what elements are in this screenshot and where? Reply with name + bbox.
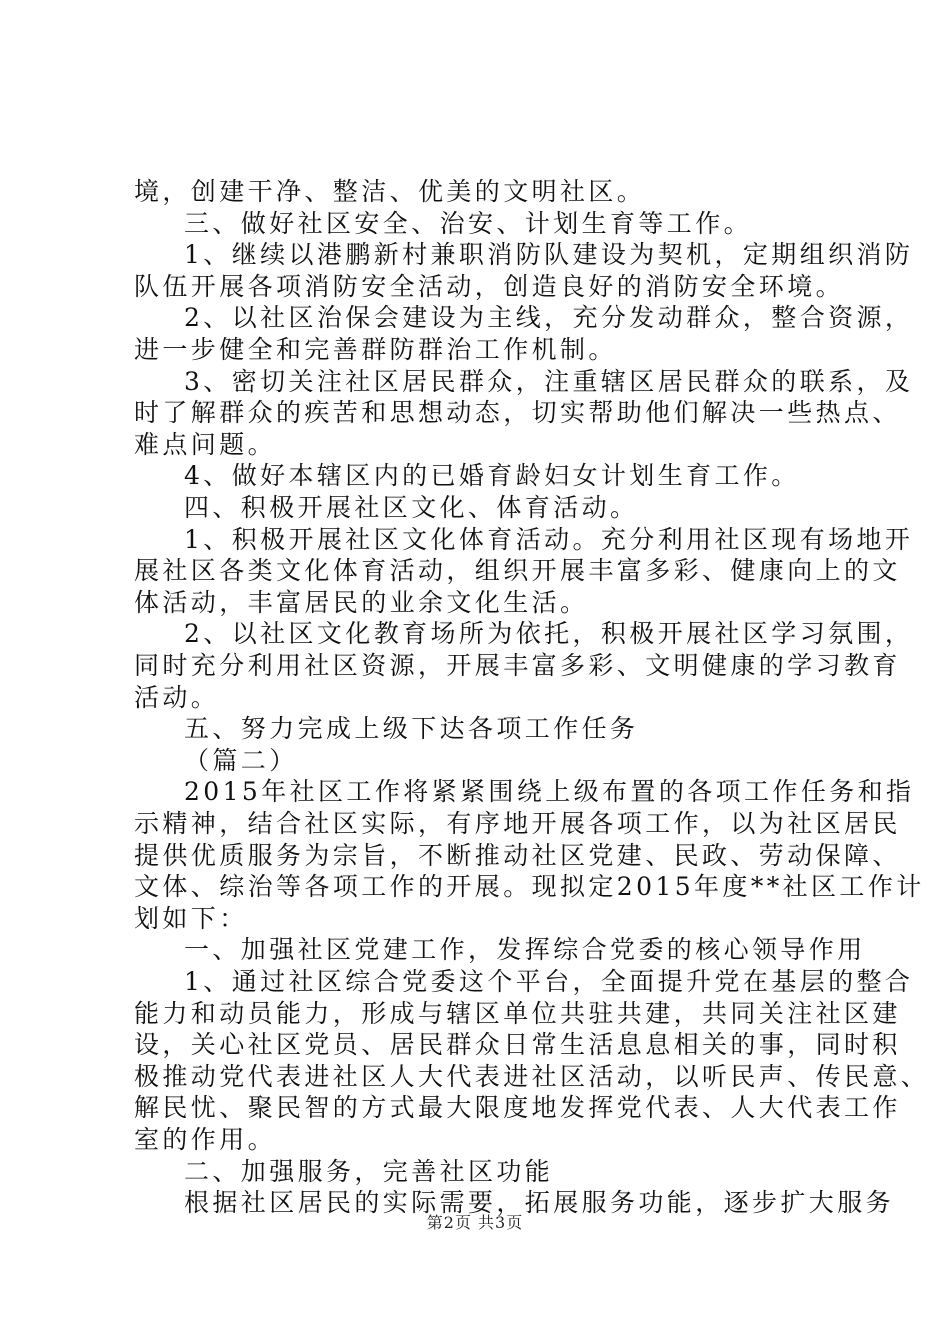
text-line: 展社区各类文化体育活动，组织开展丰富多彩、健康向上的文 xyxy=(134,556,901,585)
text-line: 2、以社区文化教育场所为依托，积极开展社区学习氛围， xyxy=(184,619,914,648)
text-line: 文体、综治等各项工作的开展。现拟定2015年度**社区工作计 xyxy=(134,872,925,901)
text-line: 解民忧、聚民智的方式最大限度地发挥党代表、人大代表工作 xyxy=(134,1093,901,1122)
text-line: 1、通过社区综合党委这个平台，全面提升党在基层的整合 xyxy=(184,967,914,996)
text-line: 能力和动员能力，形成与辖区单位共驻共建，共同关注社区建 xyxy=(134,999,901,1028)
part-heading: （篇二） xyxy=(184,746,298,775)
text-line: 提供优质服务为宗旨，不断推动社区党建、民政、劳动保障、 xyxy=(134,841,901,870)
section-heading: 二、加强服务，完善社区功能 xyxy=(184,1157,554,1186)
text-line: 根据社区居民的实际需要，拓展服务功能，逐步扩大服务 xyxy=(184,1188,895,1217)
text-line: 极推动党代表进社区人大代表进社区活动，以听民声、传民意、 xyxy=(134,1062,930,1091)
text-line: 难点问题。 xyxy=(134,430,277,459)
text-line: 活动。 xyxy=(134,683,220,712)
text-line: 队伍开展各项消防安全活动，创造良好的消防安全环境。 xyxy=(134,272,845,301)
text-line: 时了解群众的疾苦和思想动态，切实帮助他们解决一些热点、 xyxy=(134,398,901,427)
section-heading: 一、加强社区党建工作，发挥综合党委的核心领导作用 xyxy=(184,935,866,964)
text-line: 境，创建干净、整洁、优美的文明社区。 xyxy=(134,177,646,206)
text-line: 1、积极开展社区文化体育活动。充分利用社区现有场地开 xyxy=(184,525,914,554)
text-line: 1、继续以港鹏新村兼职消防队建设为契机，定期组织消防 xyxy=(184,240,914,269)
text-line: 示精神，结合社区实际，有序地开展各项工作，以为社区居民 xyxy=(134,809,901,838)
text-line: 室的作用。 xyxy=(134,1125,277,1154)
text-line: 4、做好本辖区内的已婚育龄妇女计划生育工作。 xyxy=(184,461,800,490)
text-line: 同时充分利用社区资源，开展丰富多彩、文明健康的学习教育 xyxy=(134,651,901,680)
text-line: 划如下： xyxy=(134,904,248,933)
text-line: 3、密切关注社区居民群众，注重辖区居民群众的联系，及 xyxy=(184,367,914,396)
text-line: 体活动，丰富居民的业余文化生活。 xyxy=(134,588,589,617)
text-line: 2015年社区工作将紧紧围绕上级布置的各项工作任务和指 xyxy=(184,777,915,806)
section-heading: 五、努力完成上级下达各项工作任务 xyxy=(184,714,639,743)
text-line: 进一步健全和完善群防群治工作机制。 xyxy=(134,335,617,364)
text-line: 2、以社区治保会建设为主线，充分发动群众，整合资源， xyxy=(184,303,914,332)
page-number-footer: 第2页 共3页 xyxy=(426,1213,524,1232)
section-heading: 三、做好社区安全、治安、计划生育等工作。 xyxy=(184,209,753,238)
section-heading: 四、积极开展社区文化、体育活动。 xyxy=(184,493,639,522)
text-line: 设，关心社区党员、居民群众日常生活息息相关的事，同时积 xyxy=(134,1030,901,1059)
